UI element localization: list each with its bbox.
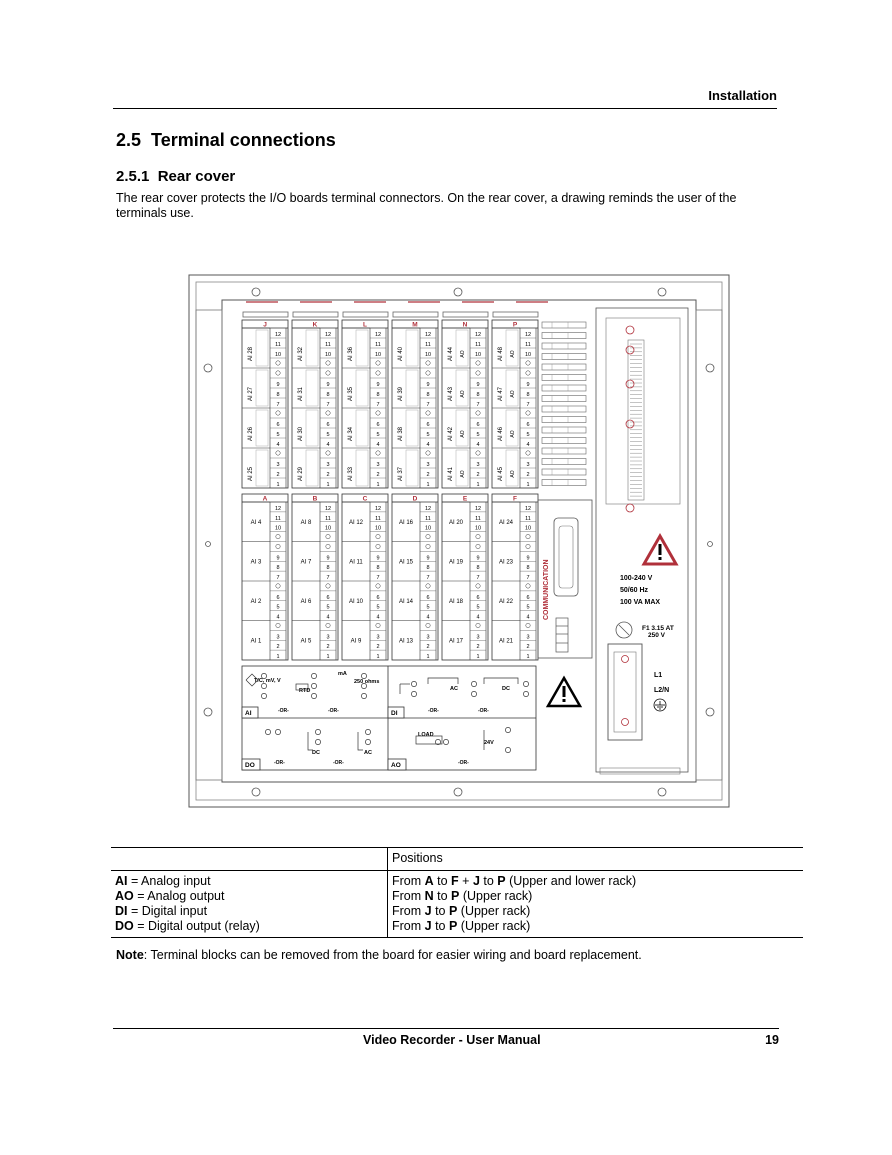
terminal-number: 8 <box>426 392 430 398</box>
lower-channel-label: AI 19 <box>448 559 464 566</box>
terminal-number: 6 <box>326 422 330 428</box>
terminal-number: 12 <box>524 505 532 512</box>
upper-channel-label: AI 32 <box>298 346 304 362</box>
terminal-number: 5 <box>526 604 530 611</box>
upper-channel-label: AI 35 <box>348 386 354 402</box>
lower-label-e: E <box>462 495 468 503</box>
terminal-number: 11 <box>425 342 431 348</box>
terminal-number: 5 <box>426 604 430 611</box>
terminal-number: 12 <box>424 505 432 512</box>
terminal-number: 6 <box>276 422 280 428</box>
upper-channel-label: AI 28 <box>248 346 254 362</box>
note: Note: Terminal blocks can be removed from the board for easier wiring and board replacement. <box>116 948 642 962</box>
terminal-number: 7 <box>376 575 380 581</box>
terminal-number: 9 <box>326 555 330 562</box>
terminal-number: 11 <box>375 342 381 348</box>
terminal-number: 9 <box>276 555 280 562</box>
legend-rtd-label: RTD <box>299 688 311 694</box>
terminal-number: 3 <box>276 462 280 468</box>
terminal-number: 3 <box>526 462 530 468</box>
terminal-number: 7 <box>326 402 330 408</box>
terminal-number: 10 <box>524 525 532 532</box>
terminal-number: 5 <box>476 604 480 611</box>
position-ao: From N to P (Upper rack) <box>392 889 533 903</box>
legend-ao-box: AO <box>391 762 401 769</box>
terminal-number: 7 <box>476 402 480 408</box>
terminal-table <box>111 847 803 938</box>
terminal-number: 4 <box>426 442 430 448</box>
terminal-number: 2 <box>476 472 480 478</box>
terminal-number: 7 <box>526 575 530 581</box>
terminal-number: 10 <box>374 352 382 358</box>
lower-channel-label: AI 15 <box>398 559 414 566</box>
terminal-number: 3 <box>476 634 480 641</box>
header-section: Installation <box>708 88 777 103</box>
terminal-number: 6 <box>376 422 380 428</box>
page-footer <box>113 1028 779 1047</box>
terminal-number: 4 <box>526 614 530 621</box>
terminal-number: 6 <box>526 594 530 601</box>
terminal-number: 1 <box>476 654 480 660</box>
upper-label-l: L <box>363 321 367 329</box>
terminal-number: 7 <box>426 402 430 408</box>
terminal-number: 2 <box>276 644 280 651</box>
upper-ao-label: AO <box>510 470 516 478</box>
terminal-number: 6 <box>526 422 530 428</box>
lower-channel-label: AI 6 <box>300 598 312 605</box>
terminal-number: 2 <box>476 644 480 651</box>
terminal-number: 10 <box>274 525 282 532</box>
mains-l1: L1 <box>654 672 663 679</box>
terminal-number: 4 <box>526 442 530 448</box>
lower-channel-label: AI 20 <box>448 519 464 526</box>
terminal-number: 11 <box>525 342 531 348</box>
terminal-number: 9 <box>526 555 530 562</box>
terminal-number: 12 <box>474 505 482 512</box>
table-header-empty <box>111 848 388 871</box>
terminal-number: 10 <box>474 352 482 358</box>
legend-di-ac: AC <box>450 686 458 692</box>
upper-ao-label: AO <box>510 430 516 438</box>
terminal-number: 4 <box>376 442 380 448</box>
legend-or-6: -OR- <box>333 760 344 766</box>
terminal-number: 8 <box>326 392 330 398</box>
lower-channel-label: AI 22 <box>498 598 514 605</box>
upper-channel-label: AI 29 <box>298 466 304 482</box>
upper-label-p: P <box>512 321 518 329</box>
position-ai: From A to F + J to P (Upper and lower rack) <box>392 874 637 888</box>
lower-channel-label: AI 7 <box>300 559 312 566</box>
terminal-number: 7 <box>526 402 530 408</box>
terminal-number: 11 <box>325 515 331 522</box>
terminal-number: 10 <box>424 525 432 532</box>
terminal-number: 9 <box>326 382 330 388</box>
terminal-number: 2 <box>376 472 380 478</box>
upper-channel-label: AI 26 <box>248 426 254 442</box>
legend-24v-label: 24V <box>484 740 494 746</box>
upper-channel-label: AI 46 <box>498 426 504 442</box>
terminal-number: 10 <box>324 525 332 532</box>
upper-channel-label: AI 44 <box>448 346 454 362</box>
upper-channel-label: AI 27 <box>248 386 254 402</box>
terminal-number: 5 <box>426 432 430 438</box>
legend-do-dc: DC <box>312 750 320 756</box>
terminal-number: 9 <box>476 555 480 562</box>
terminal-number: 2 <box>526 644 530 651</box>
legend-do-box: DO <box>245 762 255 769</box>
lower-channel-label: AI 11 <box>349 559 363 566</box>
terminal-number: 4 <box>476 442 480 448</box>
terminal-number: 1 <box>526 654 530 660</box>
terminal-number: 2 <box>426 472 430 478</box>
terminal-number: 7 <box>426 575 430 581</box>
terminal-number: 12 <box>274 505 282 512</box>
lower-label-a: A <box>262 495 268 503</box>
legend-di-box: DI <box>391 710 398 717</box>
terminal-number: 7 <box>276 575 280 581</box>
lower-channel-label: AI 24 <box>498 519 514 526</box>
terminal-number: 3 <box>326 634 330 641</box>
terminal-number: 9 <box>426 555 430 562</box>
terminal-number: 5 <box>276 432 280 438</box>
terminal-number: 7 <box>276 402 280 408</box>
upper-channel-label: AI 45 <box>498 466 504 482</box>
terminal-number: 1 <box>426 482 430 488</box>
intro-paragraph: The rear cover protects the I/O boards terminal connectors. On the rear cover, a drawing reminds the user of the terminals use. <box>116 191 737 220</box>
upper-ao-label: AO <box>460 350 466 358</box>
table-abbreviations <box>111 871 388 938</box>
terminal-number: 6 <box>476 422 480 428</box>
page-header <box>113 86 777 109</box>
abbr-ao: AO = Analog output <box>115 889 225 903</box>
terminal-number: 5 <box>376 604 380 611</box>
legend-load-label: LOAD <box>418 732 434 738</box>
terminal-number: 8 <box>276 392 280 398</box>
page-number: 19 <box>765 1033 779 1047</box>
abbr-do: DO = Digital output (relay) <box>115 919 260 933</box>
terminal-number: 9 <box>526 382 530 388</box>
terminal-number: 6 <box>276 594 280 601</box>
terminal-number: 12 <box>324 332 332 338</box>
terminal-number: 3 <box>476 462 480 468</box>
table-header-positions: Positions <box>388 848 804 871</box>
terminal-number: 2 <box>326 644 330 651</box>
terminal-number: 3 <box>376 462 380 468</box>
lower-channel-label: AI 2 <box>250 598 262 605</box>
terminal-number: 12 <box>524 332 532 338</box>
upper-channel-label: AI 41 <box>448 466 454 482</box>
terminal-number: 4 <box>276 614 280 621</box>
lower-channel-label: AI 8 <box>300 519 312 526</box>
terminal-number: 4 <box>476 614 480 621</box>
lower-channel-label: AI 4 <box>250 519 262 526</box>
lower-channel-label: AI 17 <box>448 638 464 645</box>
lower-label-d: D <box>412 495 418 503</box>
legend-or-5: -OR- <box>274 760 285 766</box>
legend-tc-label: T/C, mV, V <box>254 678 281 684</box>
abbr-ai: AI = Analog input <box>115 874 211 888</box>
lower-channel-label: AI 16 <box>398 519 414 526</box>
lower-channel-label: AI 23 <box>498 559 514 566</box>
terminal-number: 9 <box>276 382 280 388</box>
power-va: 100 VA MAX <box>620 599 661 606</box>
lower-channel-label: AI 21 <box>498 638 514 645</box>
upper-ao-label: AO <box>510 390 516 398</box>
lower-channel-label: AI 10 <box>348 598 364 605</box>
upper-channel-label: AI 47 <box>498 386 504 402</box>
terminal-number: 11 <box>275 342 281 348</box>
terminal-number: 12 <box>474 332 482 338</box>
terminal-number: 8 <box>476 565 480 572</box>
terminal-number: 12 <box>374 505 382 512</box>
terminal-number: 8 <box>326 565 330 572</box>
terminal-number: 2 <box>376 644 380 651</box>
lower-channel-label: AI 18 <box>448 598 464 605</box>
terminal-number: 7 <box>326 575 330 581</box>
terminal-number: 8 <box>526 565 530 572</box>
upper-channel-label: AI 30 <box>298 426 304 442</box>
position-do: From J to P (Upper rack) <box>392 919 531 933</box>
upper-channel-label: AI 25 <box>248 466 254 482</box>
terminal-number: 6 <box>476 594 480 601</box>
lower-label-f: F <box>513 495 517 503</box>
terminal-number: 10 <box>424 352 432 358</box>
abbr-di: DI = Digital input <box>115 904 208 918</box>
section-heading: 2.5 Terminal connections <box>116 130 336 150</box>
lower-channel-label: AI 9 <box>350 638 362 645</box>
communication-label: COMMUNICATION <box>543 559 550 620</box>
position-di: From J to P (Upper rack) <box>392 904 531 918</box>
mains-l2n: L2/N <box>654 687 670 694</box>
terminal-number: 12 <box>374 332 382 338</box>
terminal-number: 2 <box>326 472 330 478</box>
terminal-number: 1 <box>276 654 280 660</box>
terminal-number: 2 <box>276 472 280 478</box>
terminal-number: 1 <box>376 654 380 660</box>
upper-channel-label: AI 39 <box>398 386 404 402</box>
terminal-number: 12 <box>274 332 282 338</box>
terminal-number: 10 <box>524 352 532 358</box>
lower-channel-label: AI 14 <box>398 598 414 605</box>
terminal-number: 6 <box>426 422 430 428</box>
upper-channel-label: AI 31 <box>298 386 304 402</box>
terminal-number: 8 <box>526 392 530 398</box>
lower-channel-label: AI 1 <box>250 638 262 645</box>
terminal-number: 5 <box>276 604 280 611</box>
terminal-number: 8 <box>376 565 380 572</box>
legend-ma-label: mA <box>338 671 347 677</box>
terminal-number: 6 <box>326 594 330 601</box>
power-frequency: 50/60 Hz <box>620 587 649 594</box>
terminal-number: 1 <box>276 482 280 488</box>
terminal-number: 3 <box>376 634 380 641</box>
terminal-number: 11 <box>525 515 531 522</box>
terminal-number: 5 <box>326 432 330 438</box>
terminal-number: 1 <box>376 482 380 488</box>
terminal-number: 11 <box>475 342 481 348</box>
terminal-number: 4 <box>276 442 280 448</box>
terminal-number: 11 <box>475 515 481 522</box>
upper-channel-label: AI 38 <box>398 426 404 442</box>
legend-or-2: -OR- <box>328 708 339 714</box>
footer-title: Video Recorder - User Manual <box>363 1033 541 1047</box>
terminal-number: 4 <box>426 614 430 621</box>
table-positions <box>388 871 804 938</box>
terminal-number: 10 <box>324 352 332 358</box>
terminal-number: 1 <box>476 482 480 488</box>
upper-channel-label: AI 34 <box>348 426 354 442</box>
lower-channel-label: AI 3 <box>250 559 262 566</box>
terminal-number: 11 <box>275 515 281 522</box>
lower-label-b: B <box>312 495 318 503</box>
lower-label-c: C <box>362 495 368 503</box>
terminal-number: 1 <box>326 482 330 488</box>
terminal-number: 11 <box>425 515 431 522</box>
rear-cover-drawing <box>188 274 730 808</box>
terminal-number: 9 <box>476 382 480 388</box>
upper-channel-label: AI 40 <box>398 346 404 362</box>
legend-ohms-label: 250 ohms <box>354 679 380 685</box>
terminal-number: 3 <box>526 634 530 641</box>
terminal-number: 2 <box>526 472 530 478</box>
fuse-rating: F1 3.15 AT <box>642 625 674 632</box>
terminal-number: 4 <box>376 614 380 621</box>
power-voltage: 100-240 V <box>620 575 653 582</box>
terminal-number: 4 <box>326 614 330 621</box>
terminal-number: 3 <box>326 462 330 468</box>
legend-do-ac: AC <box>364 750 372 756</box>
legend-or-3: -OR- <box>428 708 439 714</box>
terminal-number: 8 <box>376 392 380 398</box>
terminal-number: 8 <box>276 565 280 572</box>
terminal-number: 5 <box>376 432 380 438</box>
upper-channel-label: AI 48 <box>498 346 504 362</box>
terminal-number: 5 <box>526 432 530 438</box>
terminal-number: 9 <box>426 382 430 388</box>
legend-or-7: -OR- <box>458 760 469 766</box>
upper-label-m: M <box>412 321 418 329</box>
terminal-number: 1 <box>426 654 430 660</box>
fuse-voltage: 250 V <box>648 632 665 639</box>
terminal-number: 5 <box>326 604 330 611</box>
terminal-number: 1 <box>326 654 330 660</box>
terminal-number: 5 <box>476 432 480 438</box>
terminal-number: 6 <box>426 594 430 601</box>
terminal-number: 3 <box>426 462 430 468</box>
terminal-number: 10 <box>474 525 482 532</box>
subsection-heading: 2.5.1 Rear cover <box>116 168 236 185</box>
terminal-number: 2 <box>426 644 430 651</box>
terminal-number: 3 <box>276 634 280 641</box>
terminal-number: 6 <box>376 594 380 601</box>
terminal-number: 11 <box>375 515 381 522</box>
terminal-number: 7 <box>476 575 480 581</box>
legend-ai-box: AI <box>245 710 252 717</box>
terminal-number: 8 <box>426 565 430 572</box>
lower-channel-label: AI 13 <box>398 638 414 645</box>
upper-channel-label: AI 33 <box>348 466 354 482</box>
upper-ao-label: AO <box>510 350 516 358</box>
lower-channel-label: AI 5 <box>300 638 312 645</box>
legend-or-1: -OR- <box>278 708 289 714</box>
terminal-number: 8 <box>476 392 480 398</box>
upper-ao-label: AO <box>460 470 466 478</box>
upper-label-n: N <box>462 321 468 329</box>
upper-channel-label: AI 42 <box>448 426 454 442</box>
upper-ao-label: AO <box>460 430 466 438</box>
terminal-number: 1 <box>526 482 530 488</box>
legend-di-dc: DC <box>502 686 510 692</box>
upper-label-k: K <box>312 321 318 329</box>
terminal-number: 9 <box>376 382 380 388</box>
terminal-number: 12 <box>324 505 332 512</box>
upper-channel-label: AI 36 <box>348 346 354 362</box>
terminal-number: 11 <box>325 342 331 348</box>
upper-ao-label: AO <box>460 390 466 398</box>
upper-channel-label: AI 37 <box>398 466 404 482</box>
upper-label-j: J <box>263 321 267 329</box>
upper-channel-label: AI 43 <box>448 386 454 402</box>
legend-or-4: -OR- <box>478 708 489 714</box>
terminal-number: 4 <box>326 442 330 448</box>
terminal-number: 7 <box>376 402 380 408</box>
terminal-number: 9 <box>376 555 380 562</box>
terminal-number: 10 <box>374 525 382 532</box>
terminal-number: 10 <box>274 352 282 358</box>
terminal-number: 12 <box>424 332 432 338</box>
lower-channel-label: AI 12 <box>348 519 364 526</box>
terminal-number: 3 <box>426 634 430 641</box>
